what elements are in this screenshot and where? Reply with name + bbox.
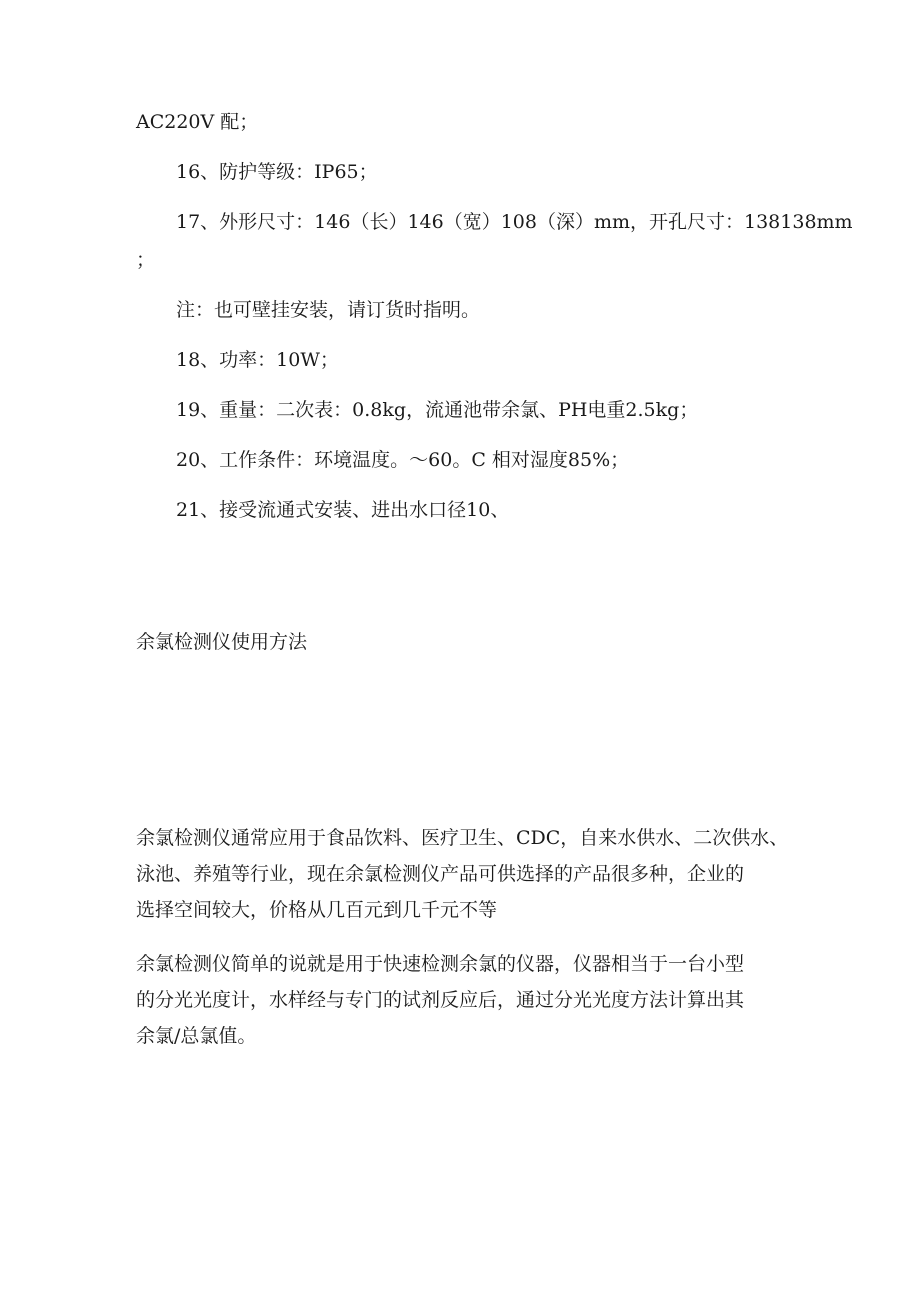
spec-note: 注：也可壁挂安装，请订货时指明。 [176, 299, 481, 321]
paragraph-1-line-1: 余氯检测仪通常应用于食品饮料、医疗卫生、CDC，自来水供水、二次供水、 [136, 827, 789, 849]
paragraph-2-line-3: 余氯/总氯值。 [136, 1025, 257, 1047]
spec-item-conditions: 20、工作条件：环境温度。～60。C 相对湿度85%； [176, 449, 630, 471]
spec-item-dimensions: 17、外形尺寸：146（长）146（宽）108（深）mm，开孔尺寸：138138mm [176, 211, 853, 233]
spec-item-dimensions-continuation: ； [136, 249, 156, 271]
paragraph-1-line-3: 选择空间较大，价格从几百元到几千元不等 [136, 899, 498, 921]
spec-item-power: 18、功率：10W； [176, 349, 339, 371]
spec-item-weight: 19、重量：二次表：0.8kg，流通池带余氯、PH电重2.5kg； [176, 399, 699, 421]
section-heading: 余氯检测仪使用方法 [136, 631, 308, 653]
paragraph-1-line-2: 泳池、养殖等行业，现在余氯检测仪产品可供选择的产品很多种，企业的 [136, 863, 745, 885]
spec-item-protection: 16、防护等级：IP65； [176, 161, 378, 183]
spec-item-installation: 21、接受流通式安装、进出水口径10、 [176, 499, 510, 521]
paragraph-2-line-2: 的分光光度计，水样经与专门的试剂反应后，通过分光光度方法计算出其 [136, 989, 745, 1011]
spec-line-power-supply: AC220V 配； [136, 111, 259, 133]
paragraph-2-line-1: 余氯检测仪简单的说就是用于快速检测余氯的仪器，仪器相当于一台小型 [136, 953, 745, 975]
